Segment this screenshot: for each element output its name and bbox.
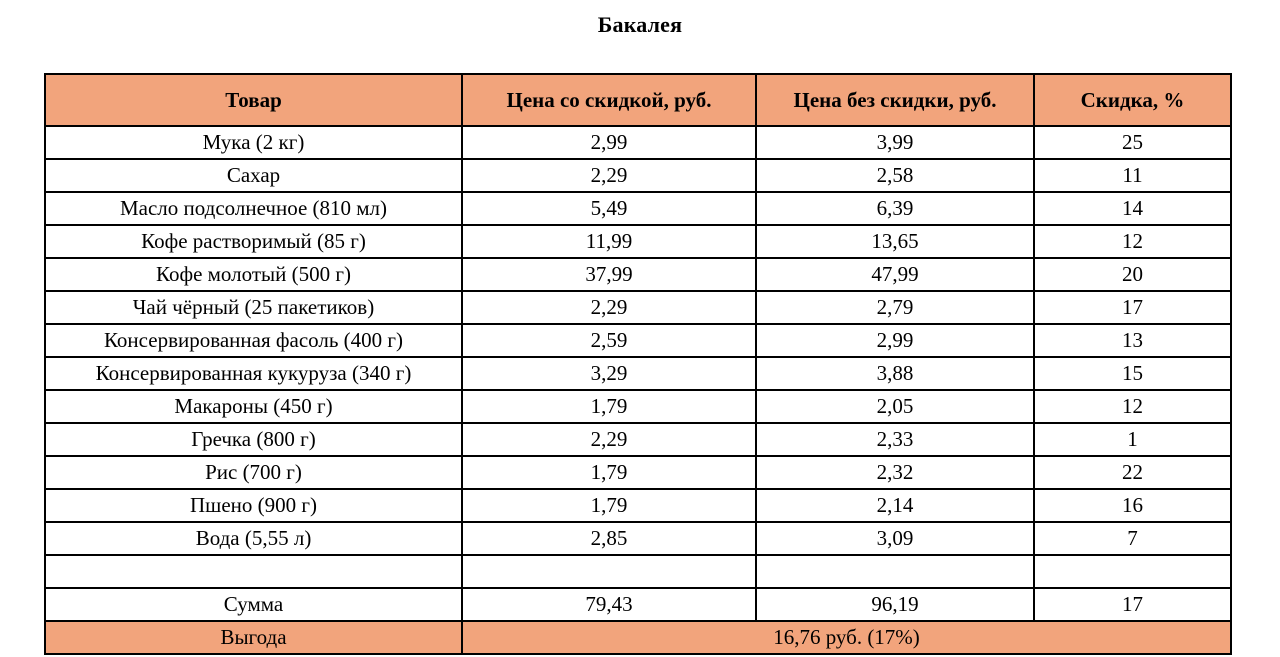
discount-price-cell: 2,29: [462, 291, 756, 324]
discount-pct-cell: 25: [1034, 126, 1231, 159]
table-row: [45, 126, 1231, 159]
product-cell: Гречка (800 г): [45, 423, 462, 456]
discount-price-cell: 3,29: [462, 357, 756, 390]
full-price-cell: 13,65: [756, 225, 1034, 258]
product-cell: Кофе растворимый (85 г): [45, 225, 462, 258]
empty-cell: [756, 555, 1034, 588]
table-row: [45, 456, 1231, 489]
discount-price-cell: 2,59: [462, 324, 756, 357]
discount-price-cell: 2,85: [462, 522, 756, 555]
table-row: [45, 291, 1231, 324]
product-cell: Чай чёрный (25 пакетиков): [45, 291, 462, 324]
full-price-cell: 2,58: [756, 159, 1034, 192]
table-row: [45, 390, 1231, 423]
full-price-cell: 3,88: [756, 357, 1034, 390]
product-cell: Мука (2 кг): [45, 126, 462, 159]
table-row: [45, 489, 1231, 522]
full-price-cell: 47,99: [756, 258, 1034, 291]
sum-label: Сумма: [45, 588, 462, 621]
discount-pct-cell: 17: [1034, 291, 1231, 324]
product-cell: Масло подсолнечное (810 мл): [45, 192, 462, 225]
discount-pct-cell: 12: [1034, 225, 1231, 258]
table-row: [45, 357, 1231, 390]
discount-price-cell: 5,49: [462, 192, 756, 225]
discount-price-cell: 1,79: [462, 456, 756, 489]
discount-price-cell: 37,99: [462, 258, 756, 291]
discount-pct-cell: 13: [1034, 324, 1231, 357]
full-price-cell: 2,05: [756, 390, 1034, 423]
benefit-value-cell: 16,76 руб. (17%): [462, 621, 1231, 654]
empty-cell: [1034, 555, 1231, 588]
full-price-cell: 2,32: [756, 456, 1034, 489]
sum-full-price-cell: 96,19: [756, 588, 1034, 621]
full-price-cell: 2,33: [756, 423, 1034, 456]
sum-discount-pct-cell: 17: [1034, 588, 1231, 621]
table-row: [45, 324, 1231, 357]
product-cell: Кофе молотый (500 г): [45, 258, 462, 291]
table-row: [45, 423, 1231, 456]
full-price-cell: 2,99: [756, 324, 1034, 357]
discount-pct-cell: 20: [1034, 258, 1231, 291]
product-rows: [45, 126, 1231, 555]
empty-cell: [462, 555, 756, 588]
product-cell: Консервированная фасоль (400 г): [45, 324, 462, 357]
discount-price-cell: 2,29: [462, 159, 756, 192]
discount-price-cell: 1,79: [462, 390, 756, 423]
table-row: [45, 258, 1231, 291]
table-row: [45, 225, 1231, 258]
full-price-cell: 3,09: [756, 522, 1034, 555]
sum-discount-price-cell: 79,43: [462, 588, 756, 621]
empty-cell: [45, 555, 462, 588]
sum-row: [45, 588, 1231, 621]
discount-pct-cell: 11: [1034, 159, 1231, 192]
grocery-table: [44, 73, 1232, 655]
column-header-discount-pct: Скидка, %: [1034, 74, 1231, 126]
product-cell: Вода (5,55 л): [45, 522, 462, 555]
benefit-label: Выгода: [45, 621, 462, 654]
discount-pct-cell: 22: [1034, 456, 1231, 489]
product-cell: Макароны (450 г): [45, 390, 462, 423]
table-row: [45, 192, 1231, 225]
product-cell: Рис (700 г): [45, 456, 462, 489]
discount-price-cell: 2,99: [462, 126, 756, 159]
table-row: [45, 522, 1231, 555]
summary-rows: [45, 555, 1231, 654]
discount-price-cell: 11,99: [462, 225, 756, 258]
discount-pct-cell: 12: [1034, 390, 1231, 423]
full-price-cell: 2,79: [756, 291, 1034, 324]
product-cell: Консервированная кукуруза (340 г): [45, 357, 462, 390]
empty-row: [45, 555, 1231, 588]
column-header-product: Товар: [45, 74, 462, 126]
benefit-row: [45, 621, 1231, 654]
discount-pct-cell: 7: [1034, 522, 1231, 555]
product-cell: Сахар: [45, 159, 462, 192]
full-price-cell: 3,99: [756, 126, 1034, 159]
full-price-cell: 6,39: [756, 192, 1034, 225]
discount-price-cell: 1,79: [462, 489, 756, 522]
discount-pct-cell: 1: [1034, 423, 1231, 456]
product-cell: Пшено (900 г): [45, 489, 462, 522]
column-header-full-price: Цена без скидки, руб.: [756, 74, 1034, 126]
discount-pct-cell: 16: [1034, 489, 1231, 522]
full-price-cell: 2,14: [756, 489, 1034, 522]
table-row: [45, 159, 1231, 192]
column-header-discount-price: Цена со скидкой, руб.: [462, 74, 756, 126]
discount-pct-cell: 14: [1034, 192, 1231, 225]
discount-price-cell: 2,29: [462, 423, 756, 456]
page-title: Бакалея: [597, 12, 683, 37]
discount-pct-cell: 15: [1034, 357, 1231, 390]
header-row: [45, 74, 1231, 126]
